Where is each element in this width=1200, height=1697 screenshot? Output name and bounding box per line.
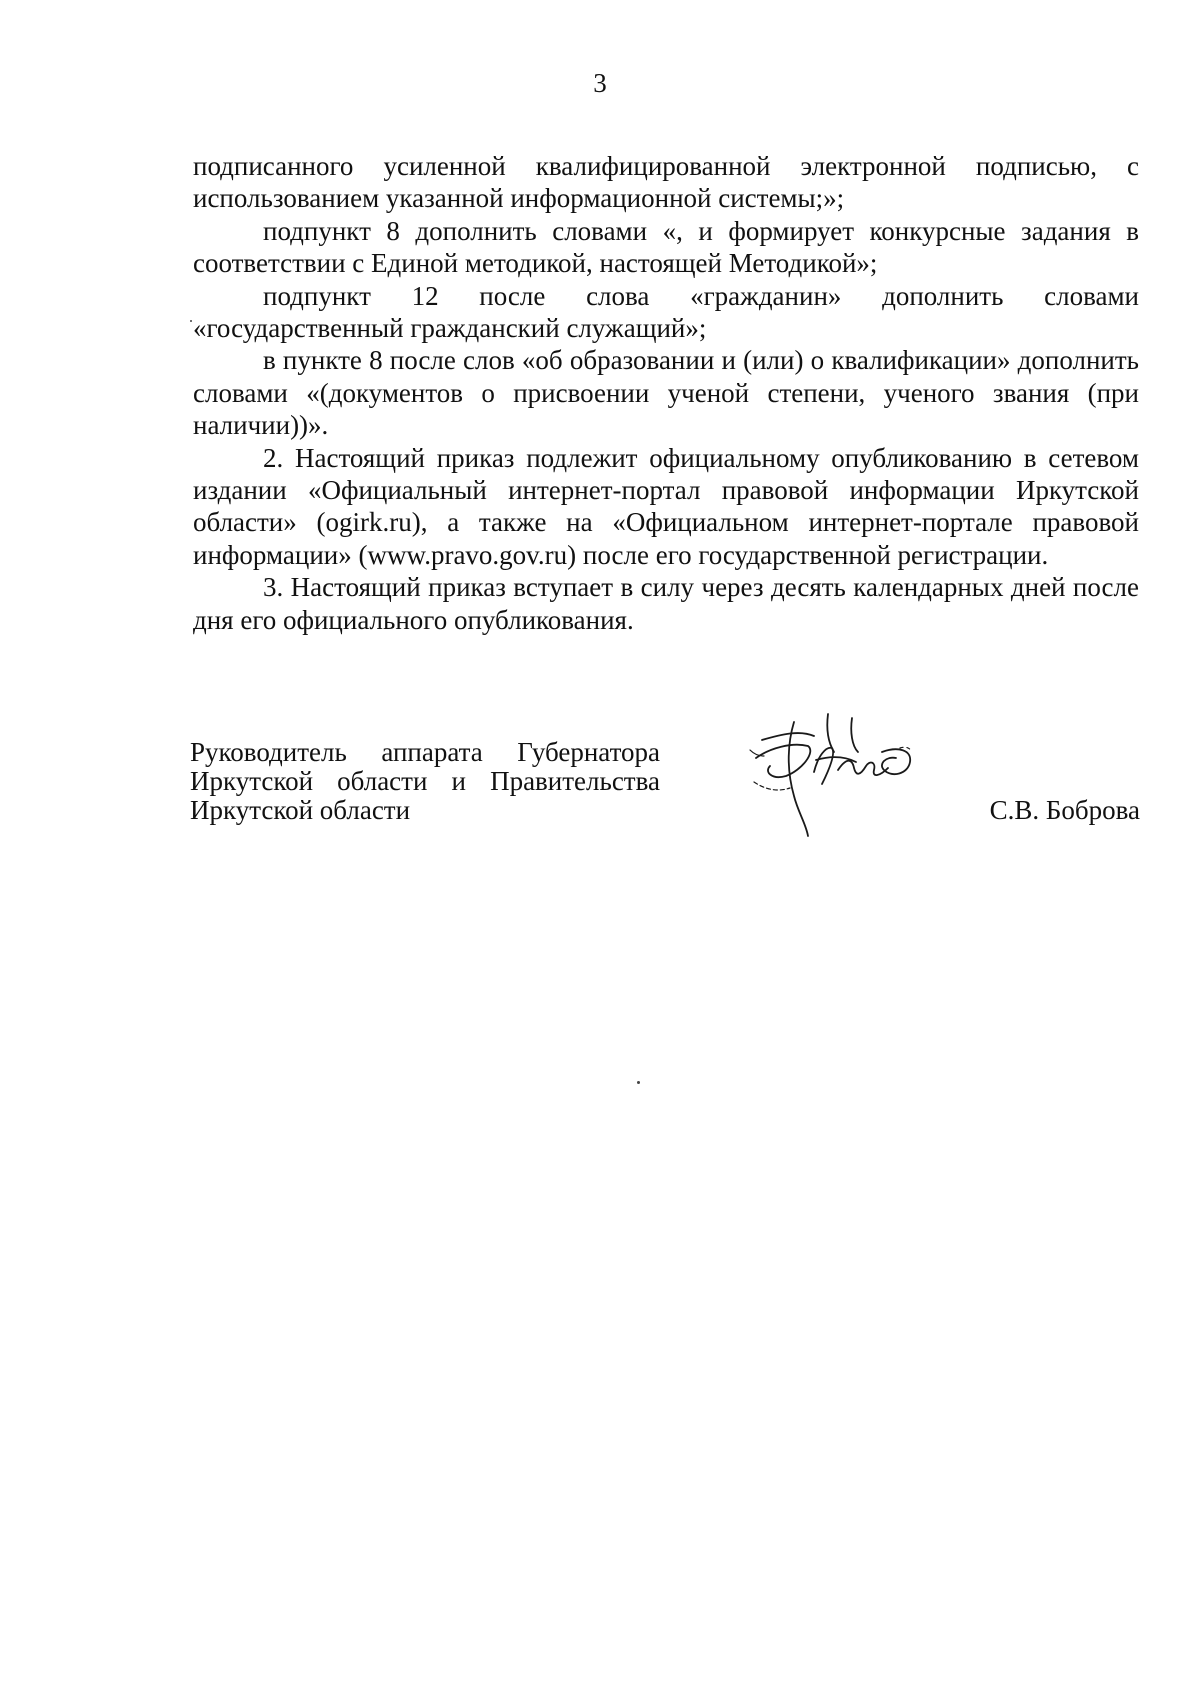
signatory-name: С.В. Боброва: [989, 795, 1140, 825]
signatory-position-line: Иркутской области и Правительства: [190, 766, 660, 796]
signatory-position-line: Руководитель аппарата Губернатора: [190, 737, 660, 767]
paragraph: в пункте 8 после слов «об образовании и (или) о квалификации» дополнить словами «(документов о присвоении ученой степени, ученого звания (при наличии))».: [193, 345, 1139, 441]
paragraph: подписанного усиленной квалифицированной электронной подписью, с использованием указанной информационной системы;»;: [193, 151, 1139, 214]
handwritten-signature: [742, 712, 932, 840]
paragraph: подпункт 12 после слова «гражданин» дополнить словами «государственный гражданский служащий»;: [193, 280, 1139, 344]
signatory-position: [190, 738, 660, 825]
paragraph: 3. Настоящий приказ вступает в силу через десять календарных дней после дня его официального опубликования.: [193, 572, 1139, 635]
paragraph: 2. Настоящий приказ подлежит официальному опубликованию в сетевом издании «Официальный интернет-портал правовой информации Иркутской области» (ogirk.ru), а также на «Официальном интернет-портале правовой информации» (www.pravo.gov.ru) после его государственной регистрации.: [193, 442, 1139, 570]
document-body: [193, 150, 1139, 636]
signatory-position-line: Иркутской области: [190, 795, 411, 825]
page-number: 3: [593, 68, 607, 98]
scan-speck: [637, 1081, 640, 1084]
paragraph: подпункт 8 дополнить словами «, и формирует конкурсные задания в соответствии с Единой методикой, настоящей Методикой»;: [193, 215, 1139, 279]
scan-speck: [190, 320, 192, 322]
